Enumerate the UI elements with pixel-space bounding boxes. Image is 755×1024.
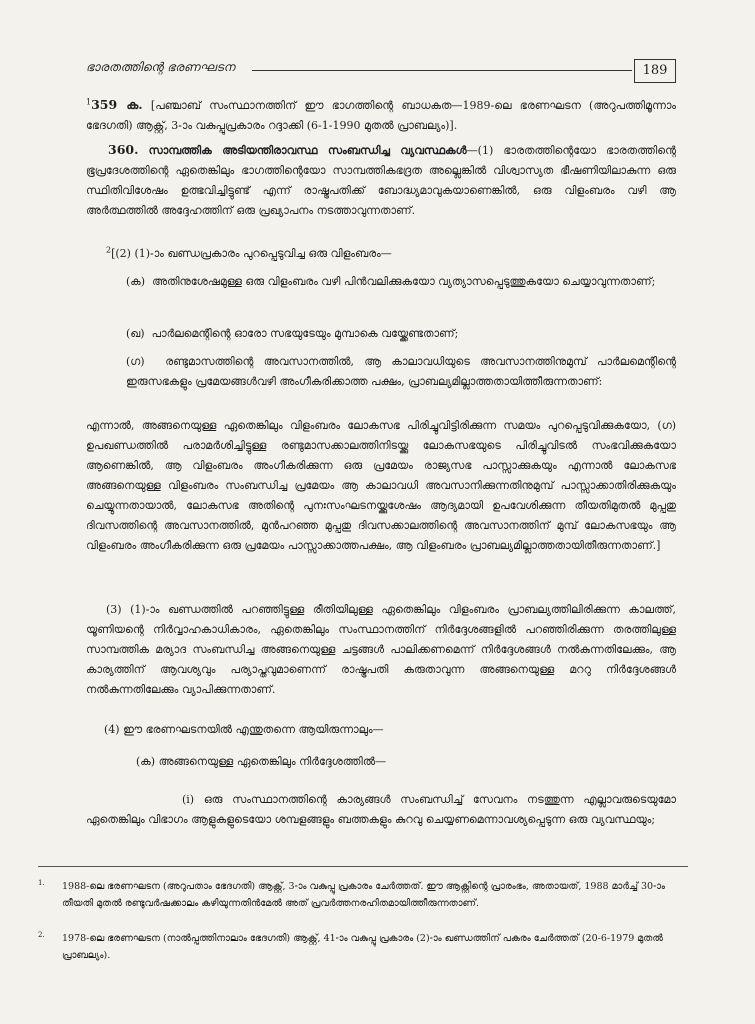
running-title: ഭാരതത്തിന്റെ ഭരണഘടന <box>86 60 235 74</box>
section-heading: സാമ്പത്തിക അടിയന്തിരാവസ്ഥ സംബന്ധിച്ച വ്യവസ്ഥകൾ <box>148 144 467 157</box>
clause-2-proviso <box>86 416 676 556</box>
clause-2-intro <box>106 244 676 264</box>
item-text: പാർലമെന്റിന്റെ ഓരോ സഭയുടേയും മുമ്പാകെ വയ്ക്കേണ്ടതാണ്; <box>151 327 459 340</box>
footnote-text: 1978-ലെ ഭരണഘടന (നാൽപ്പത്തിനാലാം ഭേദഗതി) ആക്റ്റ്, 41-ാം വകുപ്പു പ്രകാരം (2)-ാം ഖണ്ഡത്തിന് പകരം ചേർത്തത് (20-6-1979 മുതൽ പ്രാബല്യം). <box>62 933 663 961</box>
footnote-marker: 2 <box>106 245 112 255</box>
page-number: 189 <box>634 59 676 83</box>
item-label: (ഖ) <box>126 327 145 340</box>
footnote-marker: 2. <box>38 931 45 939</box>
section-text: [പഞ്ചാബ് സംസ്ഥാനത്തിന് ഈ ഭാഗത്തിന്റെ ബാധകത—1989-ലെ ഭരണഘടന (അറുപത്തിമൂന്നാം ഭേദഗതി) ആക്റ്റ്, 3-ാം വകുപ്പുപ്രകാരം റദ്ദാക്കി (6-1-1990 മുതൽ പ്രാബല്യം)]. <box>86 99 676 132</box>
clause-3 <box>86 600 676 700</box>
clause-2-item-ka <box>126 272 676 292</box>
clause-text: (3) (1)-ാം ഖണ്ഡത്തിൽ പറഞ്ഞിട്ടുള്ള രീതിയിലുള്ള ഏതെങ്കിലും വിളംബരം പ്രാബല്യത്തിലിരിക്കുന്ന കാലത്ത്, യൂണിയന്റെ നിർവ്വാഹകാധികാരം, ഏതെങ്കിലും സംസ്ഥാനത്തിന് നിർദ്ദേശങ്ങളിൽ പറഞ്ഞിരിക്കുന്ന തരത്തിലുള്ള സാമ്പത്തിക മര്യാദ സംബന്ധിച്ച അങ്ങനെയുള്ള ചട്ടങ്ങൾ പാലിക്കണമെന്ന് നിർദ്ദേശങ്ങൾ നൽകുന്നതിലേക്കും, ആ കാര്യത്തിന് ആവശ്യവും പര്യാപ്തവുമാണെന്ന് രാഷ്ട്രപതി കരുതാവുന്ന അങ്ങനെയുള്ള മററു നിർദ്ദേശങ്ങൾ നൽകുന്നതിലേക്കും വ്യാപിക്കുന്നതാണ്. <box>86 603 676 696</box>
section-number: 360. <box>108 142 139 157</box>
clause-4-sub-ka <box>136 752 676 772</box>
clause-4-item-i <box>86 790 676 830</box>
item-text: അതിനുശേഷമുള്ള ഒരു വിളംബരം വഴി പിൻവലിക്കുകയോ വ്യത്യാസപ്പെടുത്തുകയോ ചെയ്യാവുന്നതാണ്; <box>152 275 656 288</box>
footnote-1 <box>38 878 674 912</box>
section-359ka <box>86 95 676 136</box>
clause-text: (ക) അങ്ങനെയുള്ള ഏതെങ്കിലും നിർദ്ദേശത്തിൽ— <box>136 755 387 768</box>
item-text: രണ്ടുമാസത്തിന്റെ അവസാനത്തിൽ, ആ കാലാവധിയുടെ അവസാനത്തിനുമുമ്പ് പാർലമെന്റിന്റെ ഇരുസഭകളും പ്രമേയങ്ങൾവഴി അംഗീകരിക്കാത്ത പക്ഷം, പ്രാബല്യമില്ലാത്തതായിത്തീരുന്നതാണ്: <box>126 355 676 388</box>
clause-2-item-ga <box>126 352 676 392</box>
section-text: —(1) ഭാരതത്തിന്റെയോ ഭാരതത്തിന്റെ ഭൂപ്രദേശത്തിന്റെ ഏതെങ്കിലും ഭാഗത്തിന്റെയോ സാമ്പത്തികഭദ്രത അല്ലെങ്കിൽ വിശ്വാസ്യത ഭീഷണിയിലാകുന്ന ഒരു സ്ഥിതിവിശേഷം ഉത്ഭവിച്ചിട്ടുണ്ട് എന്ന് രാഷ്ട്രപതിക്ക് ബോദ്ധ്യമാവുകയാണെങ്കിൽ, ഒരു വിളംബരം വഴി ആ അർത്ഥത്തിൽ അദ്ദേഹത്തിന് ഒരു പ്രഖ്യാപനം നടത്താവുന്നതാണ്. <box>86 144 677 217</box>
section-number: 359 ക. <box>91 97 143 112</box>
clause-text: (i) ഒരു സംസ്ഥാനത്തിന്റെ കാര്യങ്ങൾ സംബന്ധിച്ച് സേവനം നടത്തുന്ന എല്ലാവരുടെയുമോ ഏതെങ്കിലും വിഭാഗം ആളുകളുടെയോ ശമ്പളങ്ങളും ബത്തകളും കുറവു ചെയ്യണമെന്നാവശ്യപ്പെടുന്ന ഒരു വ്യവസ്ഥയും; <box>86 793 676 826</box>
footnote-rule <box>38 866 688 867</box>
proviso-text: എന്നാൽ, അങ്ങനെയുള്ള ഏതെങ്കിലും വിളംബരം ലോകസഭ പിരിച്ചുവിട്ടിരിക്കുന്ന സമയം പുറപ്പെടുവിക്കുകയോ, (ഗ) ഉപഖണ്ഡത്തിൽ പരാമർശിച്ചിട്ടുള്ള രണ്ടുമാസക്കാലത്തിനിടയ്ക്കു ലോകസഭയുടെ പിരിച്ചുവിടൽ സംഭവിക്കുകയോ ആണെങ്കിൽ, ആ വിളംബരം അംഗീകരിക്കുന്ന ഒരു പ്രമേയം രാജ്യസഭ പാസ്സാക്കുകയും എന്നാൽ ലോകസഭ അങ്ങനെയുള്ള വിളംബരം സംബന്ധിച്ച പ്രമേയം ആ കാലാവധി അവസാനിക്കുന്നതിനുമുമ്പ് പാസ്സാക്കാതിരിക്കുകയും ചെയ്യുന്നതായാൽ, ലോകസഭ അതിന്റെ പുനഃസംഘടനയ്ക്കുശേഷം ആദ്യമായി ഉപവേശിക്കുന്ന തീയതിമുതൽ മുപ്പതു ദിവസത്തിന്റെ അവസാനത്തിൽ, മുൻപറഞ്ഞ മുപ്പതു ദിവസക്കാലത്തിന്റെ അവസാനത്തിന് മുമ്പ് ലോകസഭയും ആ വിളംബരം അംഗീകരിക്കുന്ന ഒരു പ്രമേയം പാസ്സാക്കാത്തപക്ഷം, ആ വിളംബരം പ്രാബല്യമില്ലാത്തതായിതീരുന്നതാണ്.] <box>86 419 676 552</box>
footnote-2 <box>38 930 674 964</box>
item-label: (ക) <box>126 275 146 288</box>
header-rule <box>252 70 632 71</box>
section-360 <box>86 140 676 221</box>
footnote-marker: 1 <box>86 97 92 107</box>
item-label: (ഗ) <box>126 355 145 368</box>
clause-4-intro <box>104 720 674 740</box>
clause-text: (4) ഈ ഭരണഘടനയിൽ എന്തുതന്നെ ആയിരുന്നാലും— <box>104 723 384 736</box>
clause-2-item-kha <box>126 324 676 344</box>
footnote-marker: 1. <box>38 879 45 887</box>
footnote-text: 1988-ലെ ഭരണഘടന (അറുപതാം ഭേദഗതി) ആക്റ്റ്, 3-ാം വകുപ്പു പ്രകാരം ചേർത്തത്. ഈ ആക്റ്റിന്റെ പ്രാരംഭം, അതായത്, 1988 മാർച്ച് 30-ാം തീയതി മുതൽ രണ്ടുവർഷക്കാലം കഴിയുന്നതിൻമേൽ അത് പ്രവർത്തനരഹിതമായിത്തീരുന്നതാണ്. <box>62 881 666 909</box>
clause-text: [(2) (1)-ാം ഖണ്ഡപ്രകാരം പുറപ്പെടുവിച്ച ഒരു വിളംബരം— <box>111 247 392 260</box>
